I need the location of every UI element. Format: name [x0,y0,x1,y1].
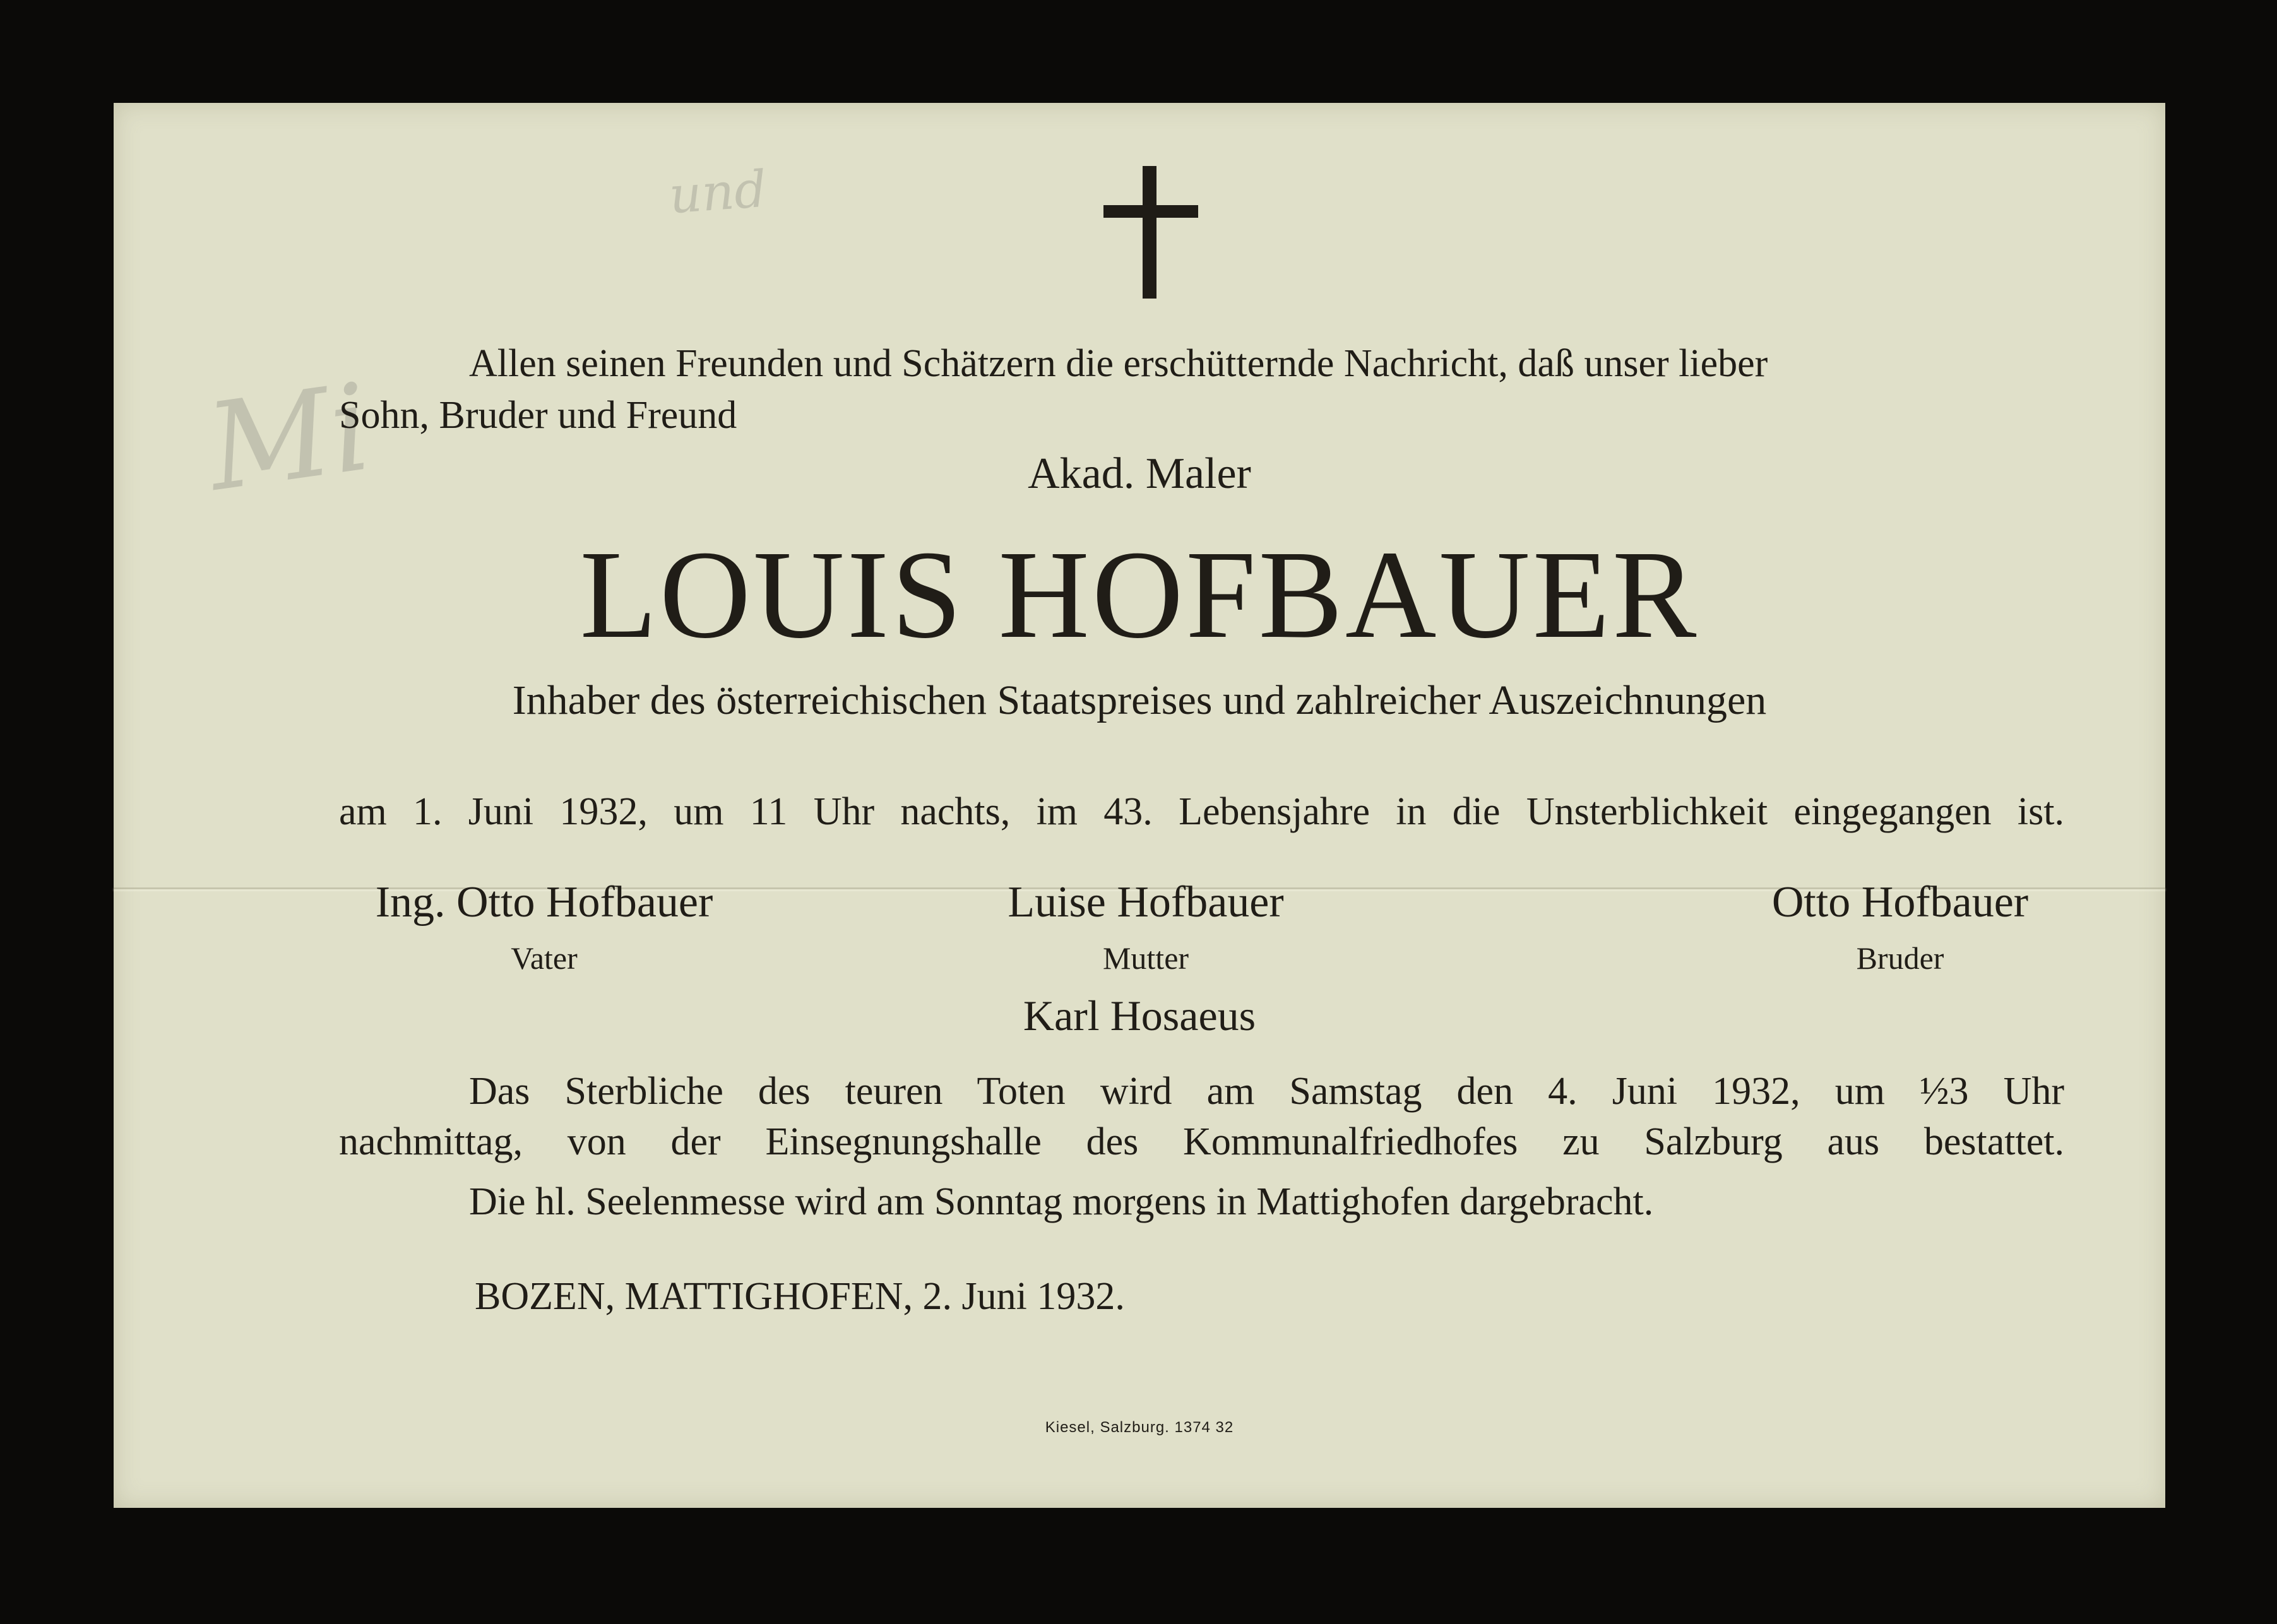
place-date: BOZEN, MATTIGHOFEN, 2. Juni 1932. [475,1275,1125,1318]
friend-name: Karl Hosaeus [1023,992,1256,1040]
intro-line-2: Sohn, Bruder und Freund [339,394,737,437]
funeral-line-2: nachmittag, von der Einsegnungshalle des Kommunalfriedhofes zu Salzburg aus bestattet. [339,1120,2064,1163]
pencil-annotation-top: und [667,159,769,225]
mourner-brother-relation: Bruder [1856,940,1944,976]
mourner-brother-name: Otto Hofbauer [1771,878,2029,927]
mourner-mother-relation: Mutter [1102,940,1189,976]
intro-line-1: Allen seinen Freunden und Schätzern die erschütternde Nachricht, daß unser lieber [469,342,1768,385]
cross-icon [1103,166,1198,299]
title-label: Akad. Maler [1028,449,1251,498]
printer-imprint: Kiesel, Salzburg. 1374 32 [1045,1419,1234,1436]
mourner-father-name: Ing. Otto Hofbauer [375,878,713,927]
death-notice-card [114,103,2165,1508]
funeral-line-1: Das Sterbliche des teuren Toten wird am Samstag den 4. Juni 1932, um ½3 Uhr [469,1070,2064,1113]
mass-line: Die hl. Seelenmesse wird am Sonntag morgens in Mattighofen dargebracht. [469,1180,1654,1223]
death-line: am 1. Juni 1932, um 11 Uhr nachts, im 43. Lebensjahre in die Unsterblichkeit eingegangen ist. [339,790,2064,833]
mourner-father-relation: Vater [511,940,578,976]
deceased-name: LOUIS HOFBAUER [580,525,1699,665]
honors-line: Inhaber des österreichischen Staatspreises und zahlreicher Auszeichnungen [512,677,1767,723]
pencil-annotation-left: Mi [199,357,379,518]
mourner-mother-name: Luise Hofbauer [1008,878,1284,927]
